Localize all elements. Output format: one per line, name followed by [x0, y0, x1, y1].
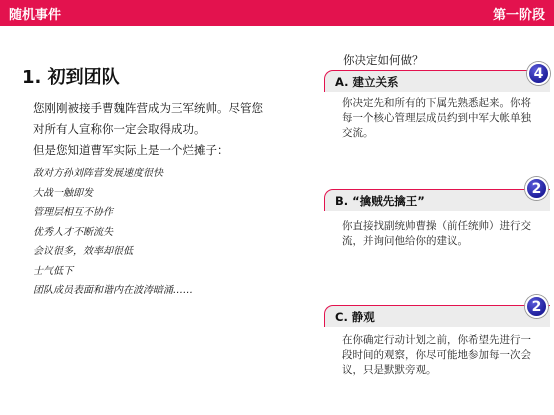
problem-item: 会议很多，效率却很低 [33, 246, 133, 257]
intro-line: 但是您知道曹军实际上是一个烂摊子： [33, 143, 229, 157]
intro-text [33, 98, 298, 161]
decision-question: 你决定如何做？ [343, 53, 424, 67]
top-bar [0, 0, 554, 26]
option-description: 你直接找副统帅曹操（前任统帅）进行交流，并询问他给你的建议。 [342, 220, 531, 247]
problem-item: 士气低下 [33, 265, 73, 277]
intro-line: 您刚刚被接手曹魏阵营成为三军统帅。尽管您 [33, 101, 263, 115]
score-badge: 2 [525, 295, 548, 318]
option-card-a[interactable] [324, 65, 550, 141]
stage-label: 第一阶段 [492, 7, 545, 23]
score-badge: 4 [527, 62, 550, 85]
problem-item: 敌对方孙刘阵营发展速度很快 [33, 168, 163, 179]
option-description: 在你确定行动计划之前，你希望先进行一段时间的观察，你尽可能地参加每一次会议，只是默默旁观。 [342, 334, 531, 376]
problem-item: 团队成员表面和谐内在波涛暗涌…… [33, 285, 193, 296]
option-card-b[interactable] [324, 180, 550, 249]
option-label: A. 建立关系 [335, 74, 399, 89]
option-description: 你决定先和所有的下属先熟悉起来。你将每一个核心管理层成员约到中军大帐单独交流。 [342, 97, 531, 139]
option-header[interactable] [324, 189, 550, 211]
problem-item: 管理层相互不协作 [33, 207, 113, 218]
intro-line: 对所有人宣称你一定会取得成功。 [33, 122, 206, 136]
option-header[interactable] [324, 70, 550, 92]
score-badge: 2 [525, 177, 548, 200]
event-type-label: 随机事件 [9, 7, 62, 23]
option-label: C. 静观 [335, 309, 375, 324]
slide-title: 1. 初到团队 [22, 67, 120, 88]
option-card-c[interactable] [324, 298, 550, 378]
problem-item: 大战一触即发 [33, 187, 93, 199]
option-label: B. “擒贼先擒王” [335, 193, 425, 208]
problem-list [33, 164, 193, 301]
problem-item: 优秀人才不断流失 [33, 226, 113, 238]
option-header[interactable] [324, 305, 550, 327]
